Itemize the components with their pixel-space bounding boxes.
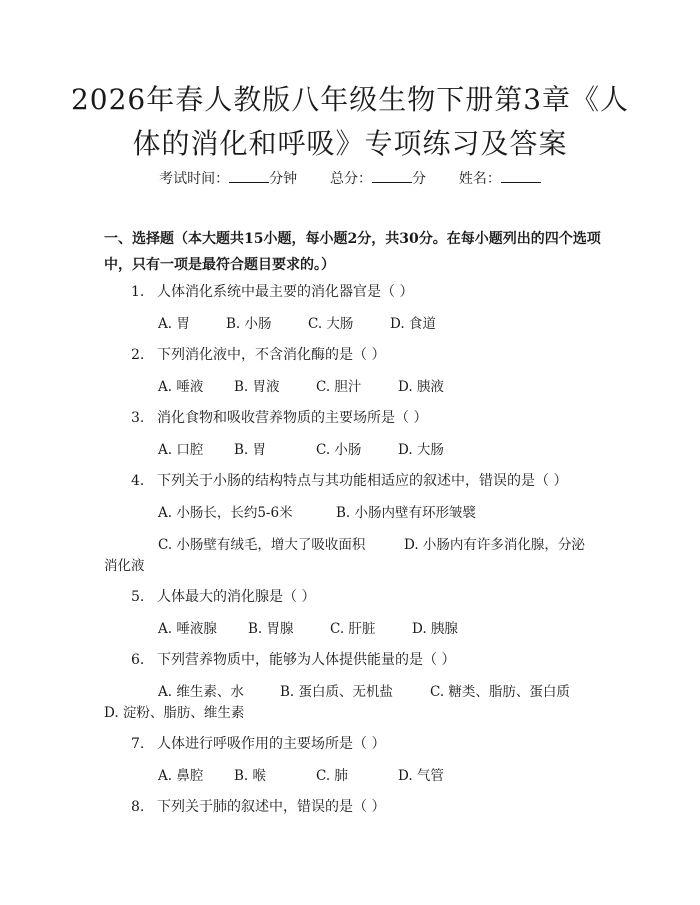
option-c: C. 小肠壁有绒毛，增大了吸收面积	[158, 537, 366, 553]
time-blank	[229, 170, 269, 183]
option-b: B. 胃	[234, 442, 267, 458]
option-d: D. 胰腺	[412, 621, 458, 637]
question-number: 1.	[131, 284, 145, 300]
question-4	[131, 471, 567, 491]
question-2	[131, 345, 385, 365]
question-7	[131, 734, 385, 754]
option-c: C. 大肠	[308, 316, 354, 332]
question-1	[131, 282, 413, 302]
question-text: 下列消化液中，不含消化酶的是（ ）	[157, 347, 386, 363]
title-line-2: 体的消化和呼吸》专项练习及答案	[132, 127, 568, 160]
question-2-options	[158, 377, 444, 397]
option-d: D. 大肠	[398, 442, 444, 458]
option-a: A. 唾液	[158, 379, 204, 395]
score-unit: 分	[412, 171, 426, 187]
question-number: 2.	[131, 347, 145, 363]
question-text: 消化食物和吸收营养物质的主要场所是（ ）	[157, 410, 428, 426]
option-d: D. 气管	[398, 768, 444, 784]
score-blank	[372, 170, 412, 183]
question-text: 下列关于肺的叙述中，错误的是（ ）	[157, 799, 386, 815]
question-number: 8.	[131, 799, 145, 815]
question-3	[131, 408, 427, 428]
question-text: 人体消化系统中最主要的消化器官是（ ）	[157, 284, 414, 300]
exam-meta	[0, 168, 700, 188]
option-c: C. 小肠	[316, 442, 362, 458]
question-number: 5.	[131, 589, 145, 605]
option-c: C. 胆汁	[316, 379, 362, 395]
question-number: 3.	[131, 410, 145, 426]
option-a: A. 小肠长，长约5-6米	[158, 505, 293, 521]
question-4-options-wrap	[104, 556, 145, 576]
question-6-options-row1	[158, 682, 570, 702]
question-3-options	[158, 440, 444, 460]
question-text: 下列营养物质中，能够为人体提供能量的是（ ）	[157, 652, 456, 668]
option-b: B. 胃液	[234, 379, 280, 395]
option-c: C. 糖类、脂肪、蛋白质	[430, 684, 570, 700]
option-b: B. 小肠	[226, 316, 272, 332]
option-b: B. 喉	[234, 768, 267, 784]
question-8	[131, 797, 385, 817]
option-a: A. 口腔	[158, 442, 204, 458]
option-b: B. 蛋白质、无机盐	[280, 684, 394, 700]
time-label: 考试时间：	[159, 171, 230, 187]
option-d: D. 胰液	[398, 379, 444, 395]
title-line-1: 2026年春人教版八年级生物下册第3章《人	[70, 83, 630, 116]
question-1-options	[158, 314, 436, 334]
option-d: D. 小肠内有许多消化腺，分泌	[404, 537, 585, 553]
question-text: 下列关于小肠的结构特点与其功能相适应的叙述中，错误的是（ ）	[157, 473, 568, 489]
question-5	[131, 587, 315, 607]
option-a: A. 唾液腺	[158, 621, 217, 637]
time-unit: 分钟	[269, 171, 298, 187]
option-d: D. 食道	[390, 316, 436, 332]
question-6	[131, 650, 455, 670]
question-text: 人体进行呼吸作用的主要场所是（ ）	[157, 736, 386, 752]
option-d: D. 淀粉、脂肪、维生素	[104, 705, 245, 721]
question-7-options	[158, 766, 444, 786]
question-number: 4.	[131, 473, 145, 489]
question-4-options-row1	[158, 503, 476, 523]
question-6-options-row2	[104, 703, 244, 723]
question-number: 7.	[131, 736, 145, 752]
option-c: C. 肺	[316, 768, 348, 784]
document-title	[40, 78, 660, 166]
question-5-options	[158, 619, 458, 639]
option-a: A. 鼻腔	[158, 768, 204, 784]
name-blank	[501, 170, 541, 183]
option-d-continuation: 消化液	[104, 558, 145, 574]
score-label: 总分：	[330, 171, 372, 187]
question-number: 6.	[131, 652, 145, 668]
question-4-options-row2	[158, 535, 585, 555]
option-c: C. 肝脏	[330, 621, 376, 637]
option-a: A. 维生素、水	[158, 684, 244, 700]
question-text: 人体最大的消化腺是（ ）	[157, 589, 316, 605]
section-heading: 一、选择题（本大题共15小题，每小题2分，共30分。在每小题列出的四个选项中，只有一项是最符合题目要求的。）	[104, 231, 601, 273]
option-b: B. 小肠内壁有环形皱襞	[336, 505, 477, 521]
option-b: B. 胃腺	[248, 621, 294, 637]
option-a: A. 胃	[158, 316, 190, 332]
name-label: 姓名：	[458, 171, 501, 187]
